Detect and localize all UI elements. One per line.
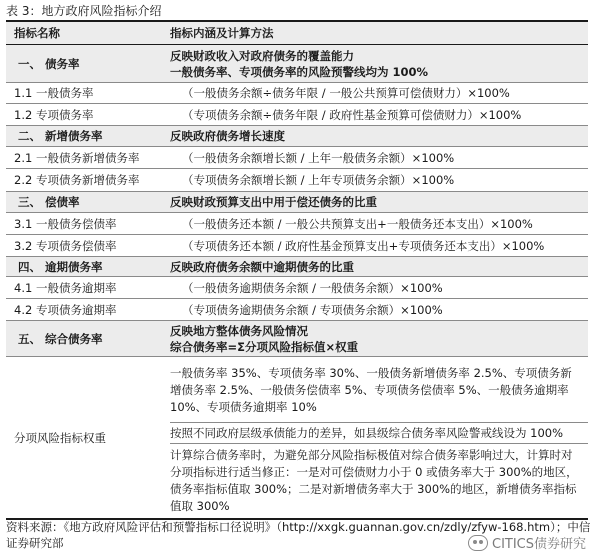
weights-paragraph: 计算综合债务率时，为避免部分风险指标极值对综合债务率影响过大，计算时对分项指标进行适当修正：一是对可偿债财力小于 0 或债务率大于 300%的地区，债务率指标值取 300%；二是对新增债务率大于 300%的地区，新增债务率指标值取 300% — [170, 448, 578, 513]
section-description — [170, 48, 588, 80]
indicator-formula: （一般债务余额÷债务年限 / 一般公共预算可偿债财力）×100% — [182, 86, 510, 100]
indicator-formula: （一般债务还本额 / 一般公共预算支出+一般债务还本支出）×100% — [182, 216, 533, 231]
section-description — [170, 323, 588, 355]
section-description-line: 反映财政收入对政府债务的覆盖能力 — [170, 48, 354, 63]
risk-indicator-table — [6, 20, 588, 520]
indicator-name: 1.2 专项债务率 — [14, 107, 94, 122]
section-description-line: 一般债务率、专项债务率的风险预警线均为 100% — [170, 64, 429, 79]
indicator-formula: （专项债务余额增长额 / 上年专项债务余额）×100% — [182, 173, 455, 187]
section-description: 反映政府债务增长速度 — [170, 129, 285, 143]
indicator-name: 1.1 一般债务率 — [14, 86, 94, 100]
section-name: 一、 债务率 — [18, 56, 80, 71]
indicator-row — [6, 104, 588, 126]
section-row — [6, 321, 588, 357]
section-row — [6, 257, 588, 277]
section-name: 三、 偿债率 — [18, 195, 80, 209]
header-indicator-definition: 指标内涵及计算方法 — [170, 26, 274, 40]
indicator-row — [6, 169, 588, 192]
table-caption: 表 3：地方政府风险指标介绍 — [6, 4, 162, 18]
indicator-formula: （专项债务逾期债务余额 / 专项债务余额）×100% — [182, 302, 443, 317]
indicator-row — [6, 299, 588, 321]
indicator-row — [6, 83, 588, 104]
indicator-name: 2.2 专项债务新增债务率 — [14, 173, 140, 187]
indicator-name: 4.1 一般债务逾期率 — [14, 280, 117, 295]
indicator-formula: （专项债务还本额 / 政府性基金预算支出+专项债务还本支出）×100% — [182, 238, 545, 253]
indicator-name: 2.1 一般债务新增债务率 — [14, 150, 140, 165]
section-description: 反映政府债务余额中逾期债务的比重 — [170, 259, 354, 274]
indicator-name: 3.1 一般债务偿债率 — [14, 216, 117, 231]
indicator-formula: （一般债务余额增长额 / 上年一般债务余额）×100% — [182, 150, 455, 165]
section-row — [6, 192, 588, 213]
watermark — [468, 533, 586, 552]
source-note: 资料来源：《地方政府风险评估和预警指标口径说明》（http://xxgk.guannan.gov.cn/zdly/zfyw-168.htm）；中信证券研究部 — [6, 520, 591, 550]
section-row — [6, 45, 588, 83]
section-description: 反映财政预算支出中用于偿还债务的比重 — [170, 195, 377, 209]
indicator-formula: （专项债务余额÷债务年限 / 政府性基金预算可偿债财力）×100% — [182, 107, 522, 122]
indicator-row — [6, 147, 588, 169]
section-row — [6, 126, 588, 147]
indicator-name: 3.2 专项债务偿债率 — [14, 238, 117, 253]
section-name: 四、 逾期债务率 — [18, 259, 103, 274]
section-description-line: 综合债务率=Σ分项风险指标值×权重 — [170, 339, 359, 354]
weights-paragraph: 一般债务率 35%、专项债务率 30%、一般债务新增债务率 2.5%、专项债务新增债务率 2.5%、一般债务偿债率 5%、专项债务偿债率 5%、一般债务逾期率 10%、专项债务逾期率 10% — [170, 357, 588, 423]
section-name: 五、 综合债务率 — [18, 331, 103, 346]
indicator-name: 4.2 专项债务逾期率 — [14, 302, 117, 317]
indicator-row — [6, 235, 588, 257]
table-header — [6, 22, 588, 45]
header-indicator-name: 指标名称 — [14, 26, 60, 40]
wechat-icon — [468, 535, 488, 551]
weights-name: 分项风险指标权重 — [14, 430, 106, 445]
section-description-line: 反映地方整体债务风险情况 — [170, 323, 308, 338]
weights-paragraph: 按照不同政府层级承债能力的差异，如县级综合债务率风险警戒线设为 100% — [170, 423, 588, 444]
indicator-row — [6, 277, 588, 299]
weights-details — [170, 357, 588, 518]
indicator-formula: （一般债务逾期债务余额 / 一般债务余额）×100% — [182, 280, 443, 295]
watermark-text: CITICS债券研究 — [492, 537, 587, 552]
indicator-row — [6, 213, 588, 235]
section-name: 二、 新增债务率 — [18, 129, 103, 143]
weights-row — [6, 357, 588, 520]
